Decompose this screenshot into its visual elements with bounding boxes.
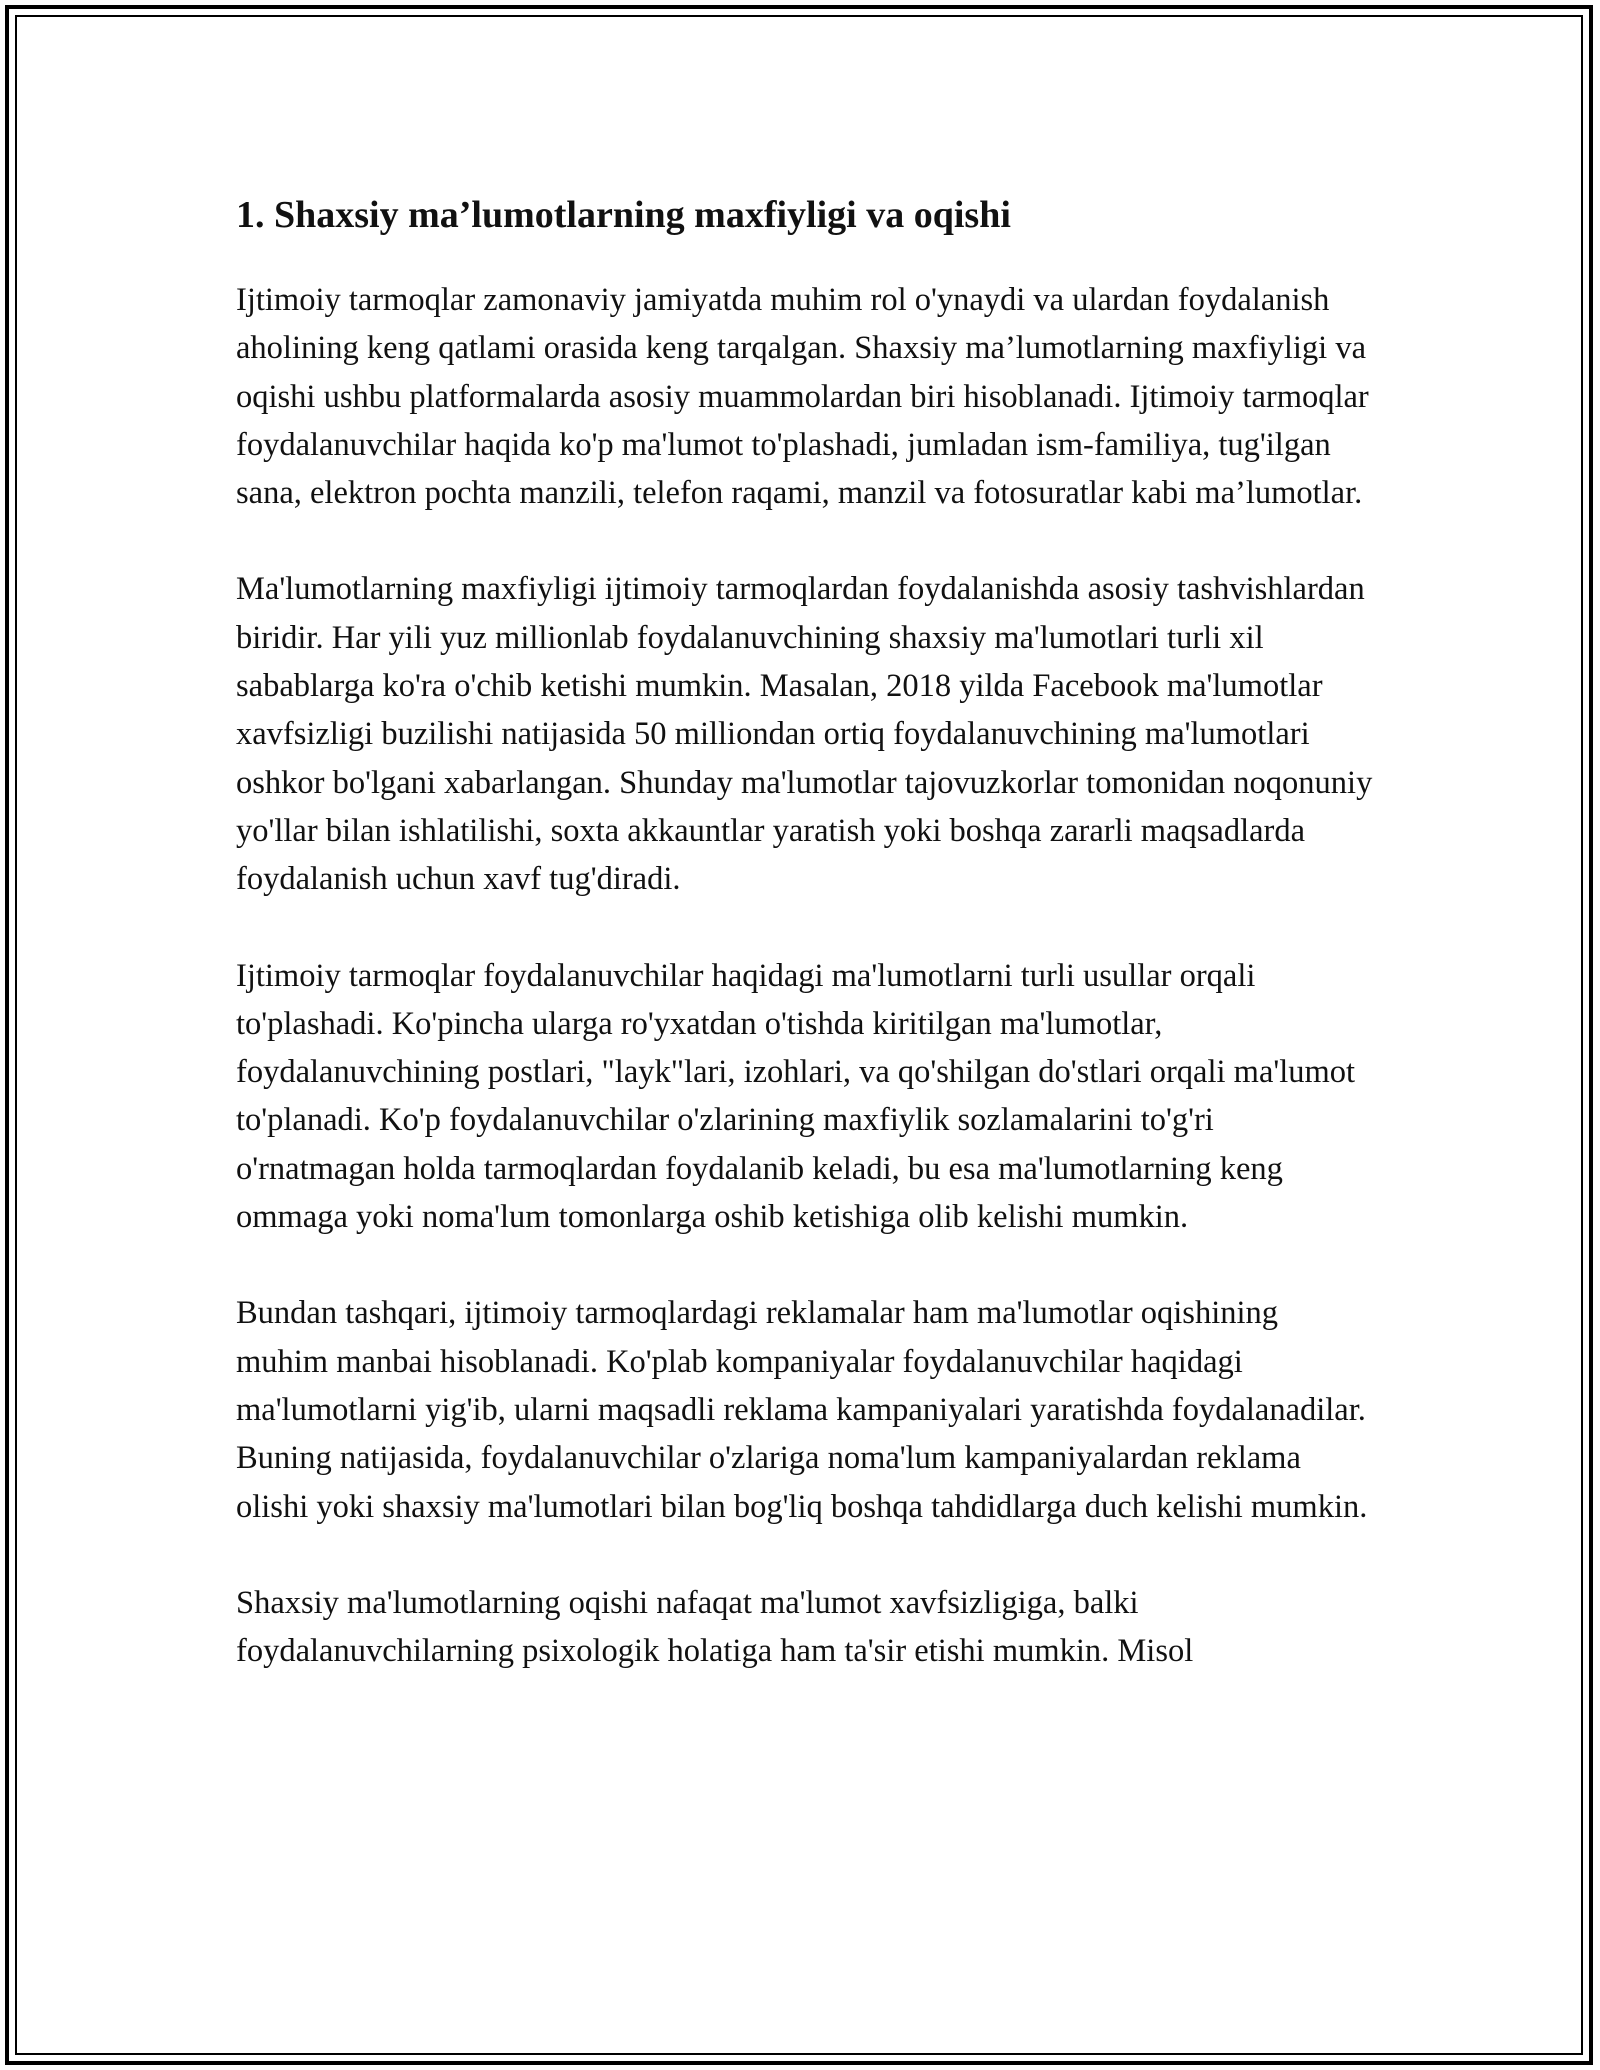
paragraph-5: Shaxsiy ma'lumotlarning oqishi nafaqat ma'lumot xavfsizligiga, balki foydalanuvchilarning psixologik holatiga ham ta'sir etishi mumkin. Misol xyxy=(236,1584,1194,1670)
document-body xyxy=(236,186,1376,1723)
paragraph-2: Ma'lumotlarning maxfiyligi ijtimoiy tarmoqlardan foydalanishda asosiy tashvishlardan biridir. Har yili yuz millionlab foydalanuvchining shaxsiy ma'lumotlari turli xil sabablarga ko'ra o'chib ketishi mumkin. Masalan, 2018 yilda Facebook ma'lumotlar xavfsizligi buzilishi natijasida 50 milliondan ortiq foydalanuvchining ma'lumotlari oshkor bo'lgani xabarlangan. Shunday ma'lumotlar tajovuzkorlar tomonidan noqonuniy yo'llar bilan ishlatilishi, soxta akkauntlar yaratish yoki boshqa zararli maqsadlarda foydalanish uchun xavf tug'diradi. xyxy=(236,571,1373,898)
paragraph-4: Bundan tashqari, ijtimoiy tarmoqlardagi reklamalar ham ma'lumotlar oqishining muhim manbai hisoblanadi. Ko'plab kompaniyalar foydalanuvchilar haqidagi ma'lumotlarni yig'ib, ularni maqsadli reklama kampaniyalari yaratishda foydalanadilar. Buning natijasida, foydalanuvchilar o'zlariga noma'lum kampaniyalardan reklama olishi yoki shaxsiy ma'lumotlari bilan bog'liq boshqa tahdidlarga duch kelishi mumkin. xyxy=(236,1295,1368,1525)
section-heading: 1. Shaxsiy ma’lumotlarning maxfiyligi va oqishi xyxy=(236,194,1011,236)
paragraph-3: Ijtimoiy tarmoqlar foydalanuvchilar haqidagi ma'lumotlarni turli usullar orqali to'plashadi. Ko'pincha ularga ro'yxatdan o'tishda kiritilgan ma'lumotlar, foydalanuvchining postlari, "layk"lari, izohlari, va qo'shilgan do'stlari orqali ma'lumot to'planadi. Ko'p foydalanuvchilar o'zlarining maxfiylik sozlamalarini to'g'ri o'rnatmagan holda tarmoqlardan foydalanib keladi, bu esa ma'lumotlarning keng ommaga yoki noma'lum tomonlarga oshib ketishiga olib kelishi mumkin. xyxy=(236,957,1356,1236)
paragraph-1: Ijtimoiy tarmoqlar zamonaviy jamiyatda muhim rol o'ynaydi va ulardan foydalanish aholining keng qatlami orasida keng tarqalgan. Shaxsiy ma’lumotlarning maxfiyligi va oqishi ushbu platformalarda asosiy muammolardan biri hisoblanadi. Ijtimoiy tarmoqlar foydalanuvchilar haqida ko'p ma'lumot to'plashadi, jumladan ism-familiya, tug'ilgan sana, elektron pochta manzili, telefon raqami, manzil va fotosuratlar kabi ma’lumotlar. xyxy=(236,282,1369,512)
